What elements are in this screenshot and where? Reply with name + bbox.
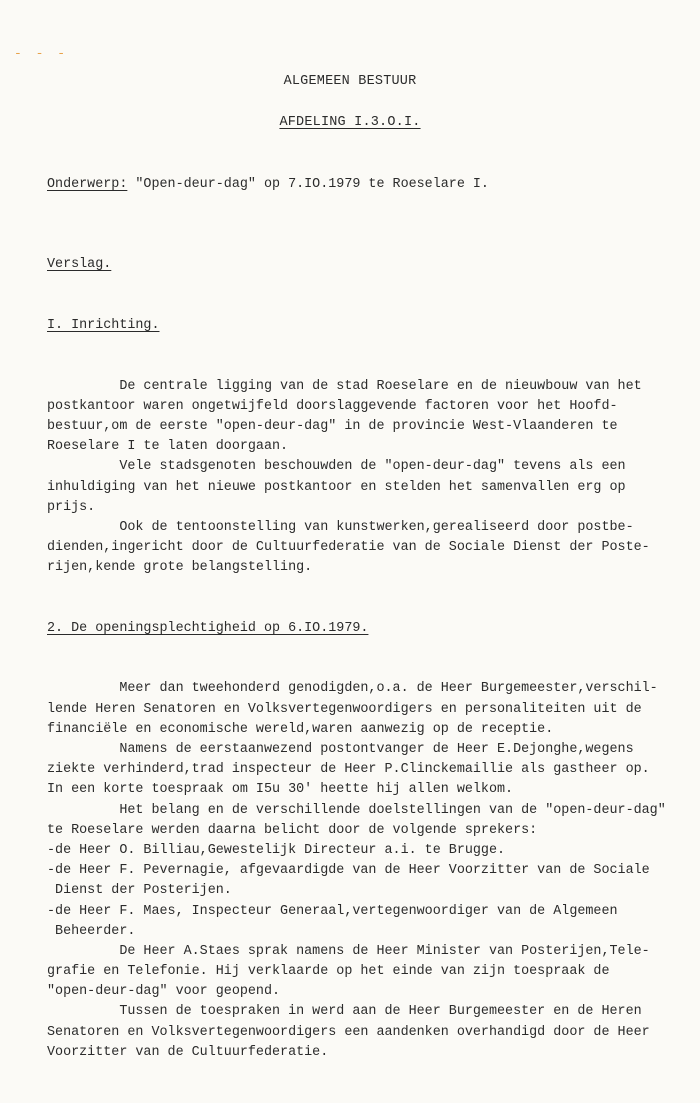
subject-text: "Open-deur-dag" op 7.IO.1979 te Roeselare I. <box>127 177 489 192</box>
text-line: De centrale ligging van de stad Roeselare en de nieuwbouw van het <box>47 378 642 394</box>
text-line: -de Heer O. Billiau,Gewestelijk Directeur a.i. te Brugge. <box>47 842 506 858</box>
text-line: financiële en economische wereld,waren aanwezig op de receptie. <box>47 721 554 737</box>
text-line: De Heer A.Staes sprak namens de Heer Minister van Posterijen,Tele- <box>47 943 650 959</box>
corner-mark: - - - <box>14 46 69 61</box>
text-line: -de Heer F. Maes, Inspecteur Generaal,vertegenwoordiger van de Algemeen <box>47 903 618 919</box>
text-line: postkantoor waren ongetwijfeld doorslaggevende factoren voor het Hoofd- <box>47 398 618 414</box>
text-line: bestuur,om de eerste "open-deur-dag" in de provincie West-Vlaanderen te <box>47 418 618 434</box>
header-department <box>0 115 700 130</box>
text-line: te Roeselare werden daarna belicht door de volgende sprekers: <box>47 822 538 838</box>
subject-line <box>47 175 677 195</box>
text-line: grafie en Telefonie. Hij verklaarde op het einde van zijn toespraak de <box>47 964 610 980</box>
text-line: inhuldiging van het nieuwe postkantoor en stelden het samenvallen erg op <box>47 479 626 495</box>
section2-heading-line <box>47 619 677 639</box>
header-department-text: AFDELING I.3.O.I. <box>279 115 421 130</box>
text-line: In een korte toespraak om I5u 30' heette hij allen welkom. <box>47 782 514 798</box>
text-line: Vele stadsgenoten beschouwden de "open-deur-dag" tevens als een <box>47 459 626 475</box>
section2-heading: 2. De openingsplechtigheid op 6.IO.1979. <box>47 620 369 636</box>
text-line: ziekte verhinderd,trad inspecteur de Heer P.Clinckemaillie als gastheer op. <box>47 762 650 778</box>
report-title: Verslag. <box>47 257 112 273</box>
text-line: prijs. <box>47 499 96 515</box>
section1-heading: I. Inrichting. <box>47 318 160 333</box>
text-line: Voorzitter van de Cultuurfederatie. <box>47 1044 329 1060</box>
section2-body <box>47 679 677 1063</box>
text-line: Beheerder. <box>47 923 136 939</box>
text-line: lende Heren Senatoren en Volksvertegenwoordigers en personaliteiten uit de <box>47 701 642 717</box>
text-line: Tussen de toespraken in werd aan de Heer Burgemeester en de Heren <box>47 1004 642 1020</box>
text-line: Namens de eerstaanwezend postontvanger de Heer E.Dejonghe,wegens <box>47 742 634 758</box>
text-line: Roeselare I te laten doorgaan. <box>47 439 289 455</box>
subject-label: Onderwerp: <box>47 177 128 192</box>
section1-body <box>47 377 677 579</box>
text-line: Senatoren en Volksvertegenwoordigers een aandenken overhandigd door de Heer <box>47 1024 650 1040</box>
text-line: -de Heer F. Pevernagie, afgevaardigde van de Heer Voorzitter van de Sociale <box>47 863 650 879</box>
section1-heading-line <box>47 316 677 336</box>
text-line: Ook de tentoonstelling van kunstwerken,gerealiseerd door postbe- <box>47 519 634 535</box>
text-line: dienden,ingericht door de Cultuurfederatie van de Sociale Dienst der Poste- <box>47 540 650 556</box>
text-line: Het belang en de verschillende doelstellingen van de "open-deur-dag" <box>47 802 666 818</box>
text-line: rijen,kende grote belangstelling. <box>47 560 313 576</box>
text-line: "open-deur-dag" voor geopend. <box>47 984 281 1000</box>
text-line: Meer dan tweehonderd genodigden,o.a. de Heer Burgemeester,verschil- <box>47 681 658 697</box>
report-title-line <box>47 255 677 275</box>
text-line: Dienst der Posterijen. <box>47 883 232 899</box>
header-title: ALGEMEEN BESTUUR <box>283 74 417 89</box>
report-body <box>47 215 677 1103</box>
